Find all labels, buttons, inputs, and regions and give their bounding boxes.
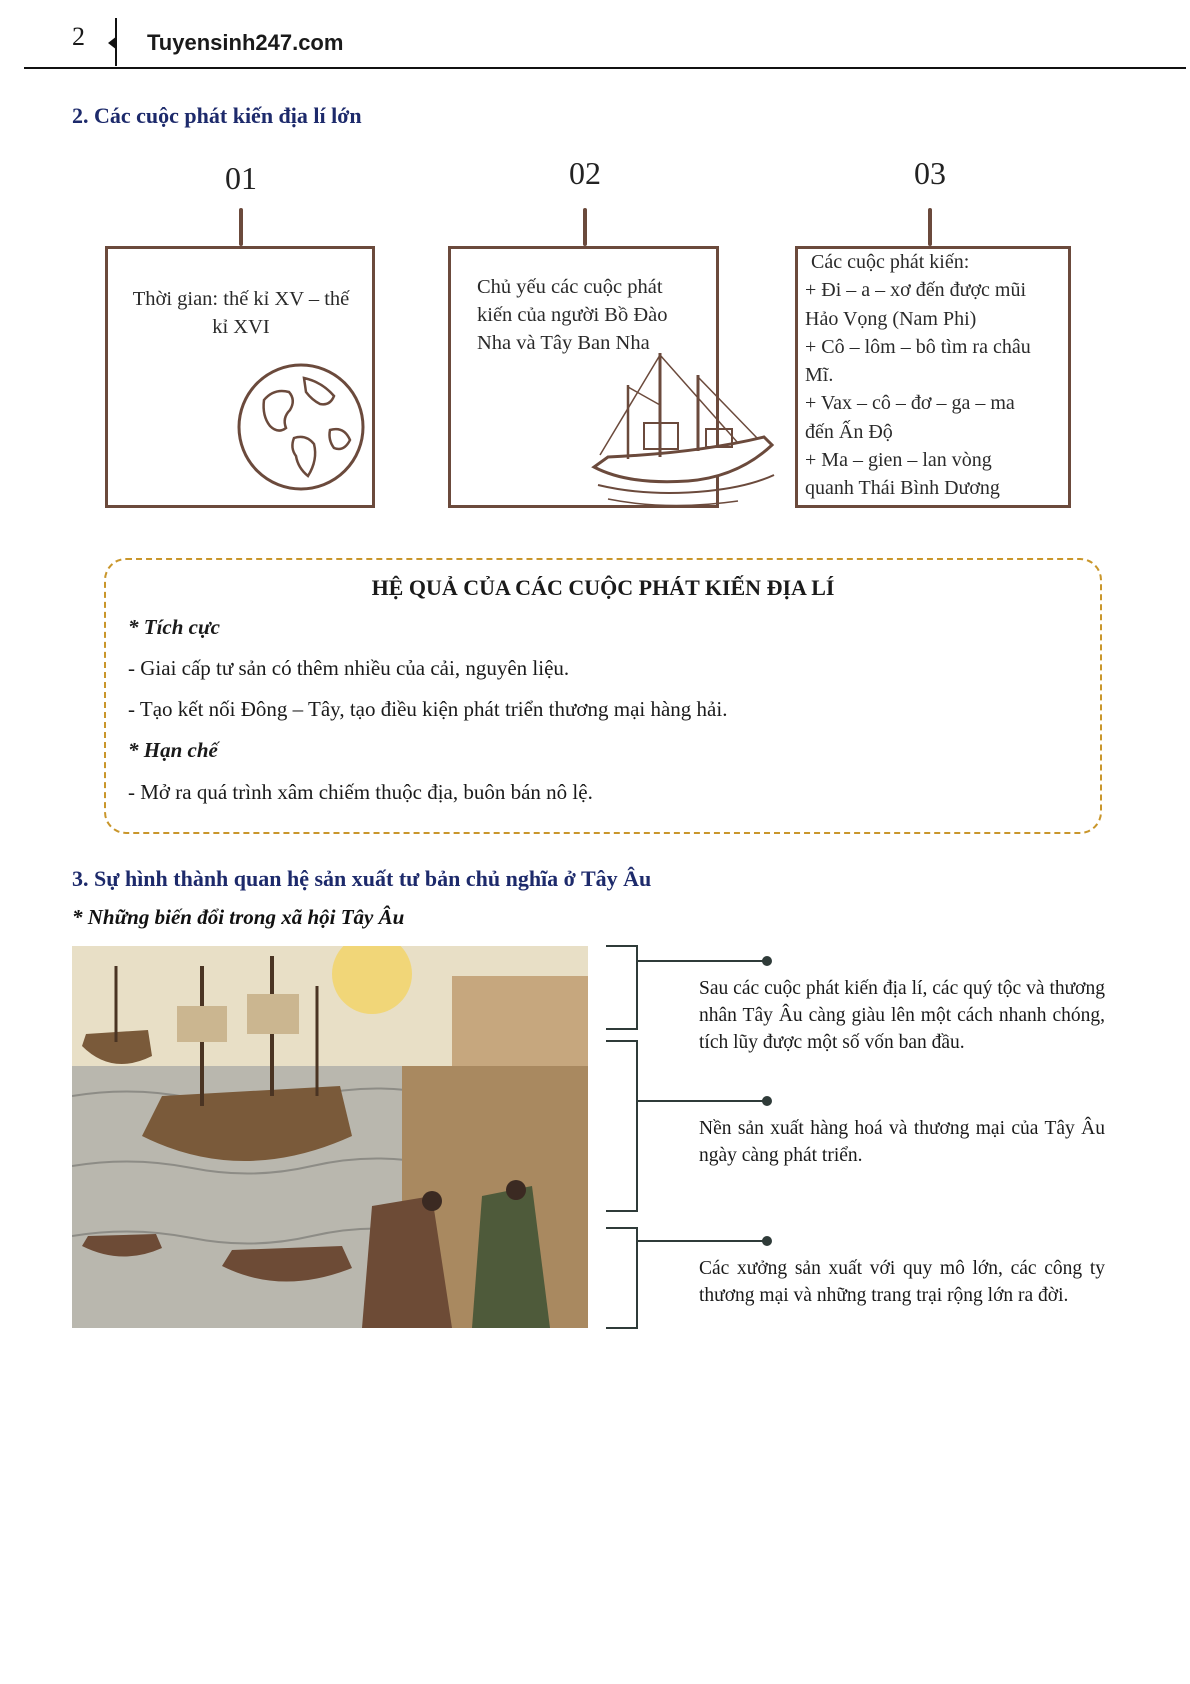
harbor-illustration — [72, 946, 588, 1328]
card-number: 01 — [225, 160, 257, 196]
negative-item: - Mở ra quá trình xâm chiếm thuộc địa, buôn bán nô lệ. — [128, 780, 593, 804]
card-text — [805, 248, 1069, 503]
page-number: 2 — [72, 22, 85, 51]
subsection-title: * Những biến đổi trong xã hội Tây Âu — [72, 905, 405, 929]
header-rule — [24, 67, 1186, 69]
bracket — [606, 1040, 638, 1042]
bracket — [606, 945, 638, 947]
card-line: Mĩ. — [805, 364, 834, 387]
card-line: + Ma – gien – lan vòng — [805, 449, 992, 472]
bracket — [606, 1327, 638, 1329]
bullet-dot — [762, 1236, 772, 1246]
bracket — [636, 945, 638, 1030]
globe-icon — [234, 360, 368, 494]
card-line: Các cuộc phát kiến: — [811, 251, 970, 273]
bracket — [636, 1040, 638, 1212]
card-connector — [583, 208, 587, 246]
header-divider — [115, 18, 117, 66]
card-text — [113, 285, 369, 341]
card-line: đến Ấn Độ — [805, 420, 893, 443]
brand-name: Tuyensinh247.com — [147, 30, 344, 55]
bracket — [606, 1210, 638, 1212]
card-line: quanh Thái Bình Dương — [805, 477, 1000, 500]
card-line: Thời gian: thế kỉ XV – thế — [132, 288, 350, 310]
section-title: 2. Các cuộc phát kiến địa lí lớn — [72, 103, 362, 128]
bullet-dot — [762, 1096, 772, 1106]
change-text: Các xưởng sản xuất với quy mô lớn, các công ty thương mại và những trang trại rộng lớn ra đời. — [699, 1258, 1105, 1306]
connector-line — [636, 960, 766, 962]
bracket — [606, 1227, 638, 1229]
bullet-dot — [762, 956, 772, 966]
change-text: Sau các cuộc phát kiến địa lí, các quý tộc và thương nhân Tây Âu càng giàu lên một cách nhanh chóng, tích lũy được một số vốn ban đầu. — [699, 978, 1105, 1053]
bracket — [606, 1028, 638, 1030]
card-line: Nha và Tây Ban Nha — [477, 332, 650, 354]
card-line: Chủ yếu các cuộc phát — [477, 276, 663, 298]
consequences-title: HỆ QUẢ CỦA CÁC CUỘC PHÁT KIẾN ĐỊA LÍ — [371, 575, 835, 600]
positive-heading: * Tích cực — [128, 615, 220, 639]
change-text: Nền sản xuất hàng hoá và thương mại của Tây Âu ngày càng phát triển. — [699, 1118, 1105, 1166]
card-line: + Cô – lôm – bô tìm ra châu — [805, 335, 1031, 358]
card-connector — [239, 208, 243, 246]
card-number: 02 — [569, 155, 601, 191]
connector-line — [636, 1240, 766, 1242]
positive-item: - Giai cấp tư sản có thêm nhiều của cải, nguyên liệu. — [128, 656, 570, 680]
connector-line — [636, 1100, 766, 1102]
card-line: + Đi – a – xơ đến được mũi — [805, 279, 1027, 302]
card-line: + Vax – cô – đơ – ga – ma — [805, 392, 1015, 415]
negative-heading: * Hạn chế — [128, 738, 218, 762]
card-line: kiến của người Bồ Đào — [477, 304, 668, 326]
card-number: 03 — [914, 155, 946, 191]
card-line: Hảo Vọng (Nam Phi) — [805, 307, 977, 330]
bracket — [636, 1227, 638, 1329]
positive-item: - Tạo kết nối Đông – Tây, tạo điều kiện phát triển thương mại hàng hải. — [128, 697, 728, 721]
section-title: 3. Sự hình thành quan hệ sản xuất tư bản chủ nghĩa ở Tây Âu — [72, 866, 652, 891]
ship-icon — [588, 345, 778, 520]
card-connector — [928, 208, 932, 246]
card-line: kỉ XVI — [212, 316, 270, 338]
